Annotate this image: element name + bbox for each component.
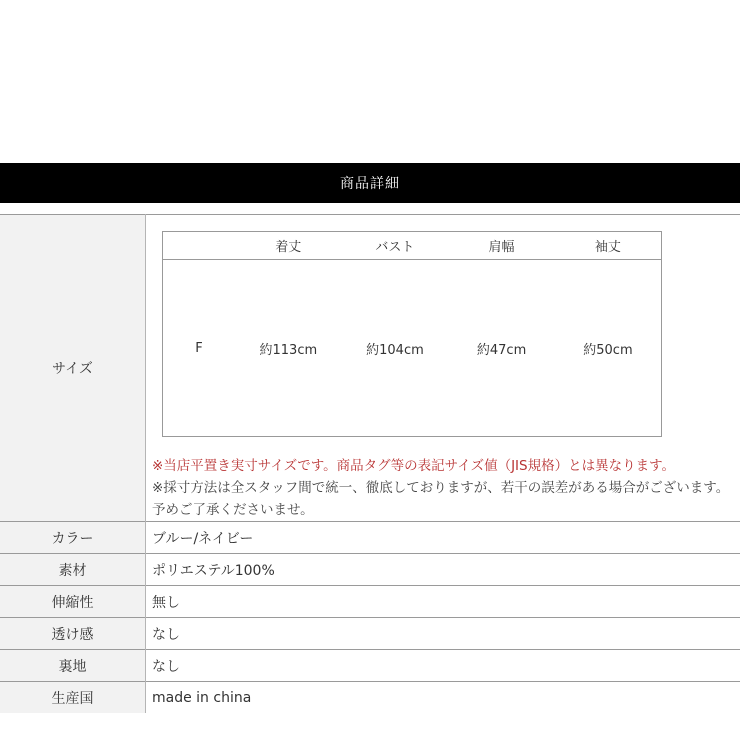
detail-row-size xyxy=(0,215,740,522)
detail-row-stretch xyxy=(0,586,740,618)
size-chart-header-row xyxy=(163,232,662,260)
detail-row-origin xyxy=(0,682,740,714)
size-chart-row xyxy=(163,260,662,437)
detail-label: カラー xyxy=(0,522,146,554)
size-chart-header-cell: 着丈 xyxy=(235,232,342,260)
size-note-warning: ※当店平置き実寸サイズです。商品タグ等の表記サイズ値（JIS規格）とは異なります。 xyxy=(152,458,676,474)
detail-value: 無し xyxy=(146,586,740,618)
detail-row-color xyxy=(0,522,740,554)
size-cell xyxy=(146,215,740,522)
detail-value: ポリエステル100% xyxy=(146,554,740,586)
section-header xyxy=(0,163,740,203)
detail-row-lining xyxy=(0,650,740,682)
detail-value: ブルー/ネイビー xyxy=(146,522,740,554)
product-detail-table xyxy=(0,214,740,713)
size-chart-cell: 約47cm xyxy=(476,342,527,358)
detail-label: 伸縮性 xyxy=(0,586,146,618)
size-chart-cell: F xyxy=(195,340,203,356)
size-chart-header-cell: 袖丈 xyxy=(555,232,662,260)
detail-value: なし xyxy=(146,650,740,682)
size-notes xyxy=(152,455,740,521)
size-chart-header-cell: バスト xyxy=(342,232,449,260)
size-chart-cell: 約113cm xyxy=(259,342,318,358)
size-note-measurement: ※採寸方法は全スタッフ間で統一、徹底しておりますが、若干の誤差がある場合がございます。予めご了承くださいませ。 xyxy=(152,480,730,518)
section-title: 商品詳細 xyxy=(340,176,400,192)
detail-value: made in china xyxy=(146,682,740,714)
detail-label: 裏地 xyxy=(0,650,146,682)
size-chart-header-cell xyxy=(163,232,236,260)
detail-label: サイズ xyxy=(0,215,146,522)
detail-label: 素材 xyxy=(0,554,146,586)
size-chart-header-cell: 肩幅 xyxy=(448,232,555,260)
detail-label: 生産国 xyxy=(0,682,146,714)
detail-row-material xyxy=(0,554,740,586)
size-chart-table xyxy=(162,231,662,437)
detail-value: なし xyxy=(146,618,740,650)
detail-label: 透け感 xyxy=(0,618,146,650)
size-chart-cell: 約50cm xyxy=(583,342,633,358)
detail-row-sheerness xyxy=(0,618,740,650)
size-chart-cell: 約104cm xyxy=(366,342,424,358)
